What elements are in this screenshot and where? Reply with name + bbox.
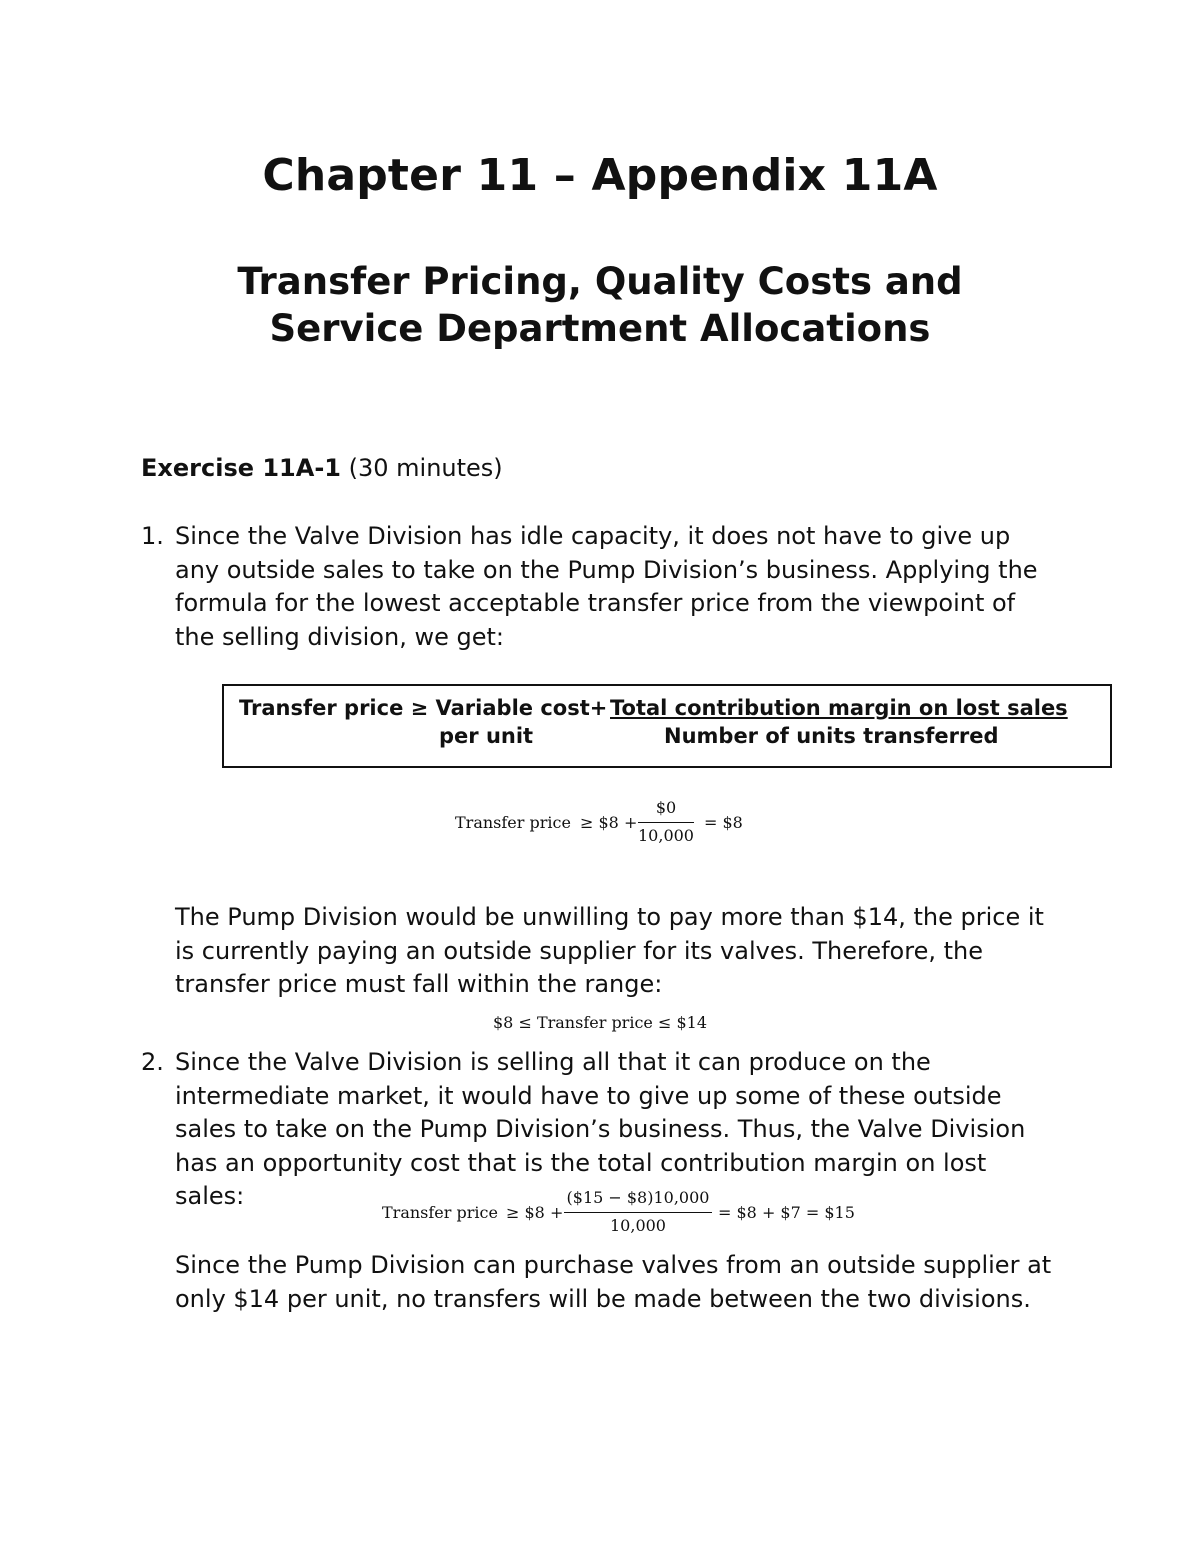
eq2-ge: ≥ $8 + xyxy=(506,1203,564,1222)
eq2-fraction-bar xyxy=(564,1212,712,1213)
exercise-label: Exercise 11A-1 xyxy=(141,454,341,482)
eq1-fraction-bar xyxy=(638,822,694,823)
subtitle-line-2: Service Department Allocations xyxy=(269,307,931,350)
chapter-title: Chapter 11 – Appendix 11A xyxy=(262,150,938,201)
item-1-text: Since the Valve Division has idle capacity, it does not have to give up any outside sales to take on the Pump Division’s business. Applying the formula for the lowest acceptable transfer price from the viewpoint of the selling division, we get: xyxy=(175,522,1038,651)
formula-left-row1: Transfer price ≥ Variable cost+ xyxy=(239,696,608,720)
eq1-denominator: 10,000 xyxy=(638,826,694,845)
eq2-denominator: 10,000 xyxy=(610,1216,666,1235)
eq2-numerator: ($15 − $8)10,000 xyxy=(566,1188,710,1207)
exercise-duration: (30 minutes) xyxy=(341,454,503,482)
formula-left-row2: per unit xyxy=(439,724,534,748)
paragraph-2b: Since the Pump Division can purchase valves from an outside supplier at only $14 per unit, no transfers will be made between the two divisions. xyxy=(175,1251,1052,1313)
eq1-ge: ≥ $8 + xyxy=(580,813,638,832)
item-2-text: Since the Valve Division is selling all that it can produce on the intermediate market, it would have to give up some of these outside sales to take on the Pump Division’s business. Thus, the Valve Division has an opportunity cost that is the total contribution margin on lost sales: xyxy=(175,1048,1026,1210)
exercise-heading xyxy=(141,454,503,482)
eq1-result: = $8 xyxy=(704,813,743,832)
transfer-price-range: $8 ≤ Transfer price ≤ $14 xyxy=(493,1013,707,1032)
formula-right-row2: Number of units transferred xyxy=(664,724,999,748)
paragraph-1b: The Pump Division would be unwilling to pay more than $14, the price it is currently paying an outside supplier for its valves. Therefore, the transfer price must fall within the range: xyxy=(175,903,1044,998)
eq1-lhs: Transfer price xyxy=(455,813,571,832)
transfer-price-formula-box xyxy=(222,684,1112,768)
formula-right-row1: Total contribution margin on lost sales xyxy=(610,696,1068,720)
item-1-number: 1. xyxy=(141,522,164,550)
subtitle-line-1: Transfer Pricing, Quality Costs and xyxy=(237,260,963,303)
eq1-numerator: $0 xyxy=(655,798,677,817)
eq2-lhs: Transfer price xyxy=(382,1203,498,1222)
item-2-number: 2. xyxy=(141,1048,164,1076)
chapter-subtitle xyxy=(0,258,1200,352)
eq2-result: = $8 + $7 = $15 xyxy=(718,1203,855,1222)
